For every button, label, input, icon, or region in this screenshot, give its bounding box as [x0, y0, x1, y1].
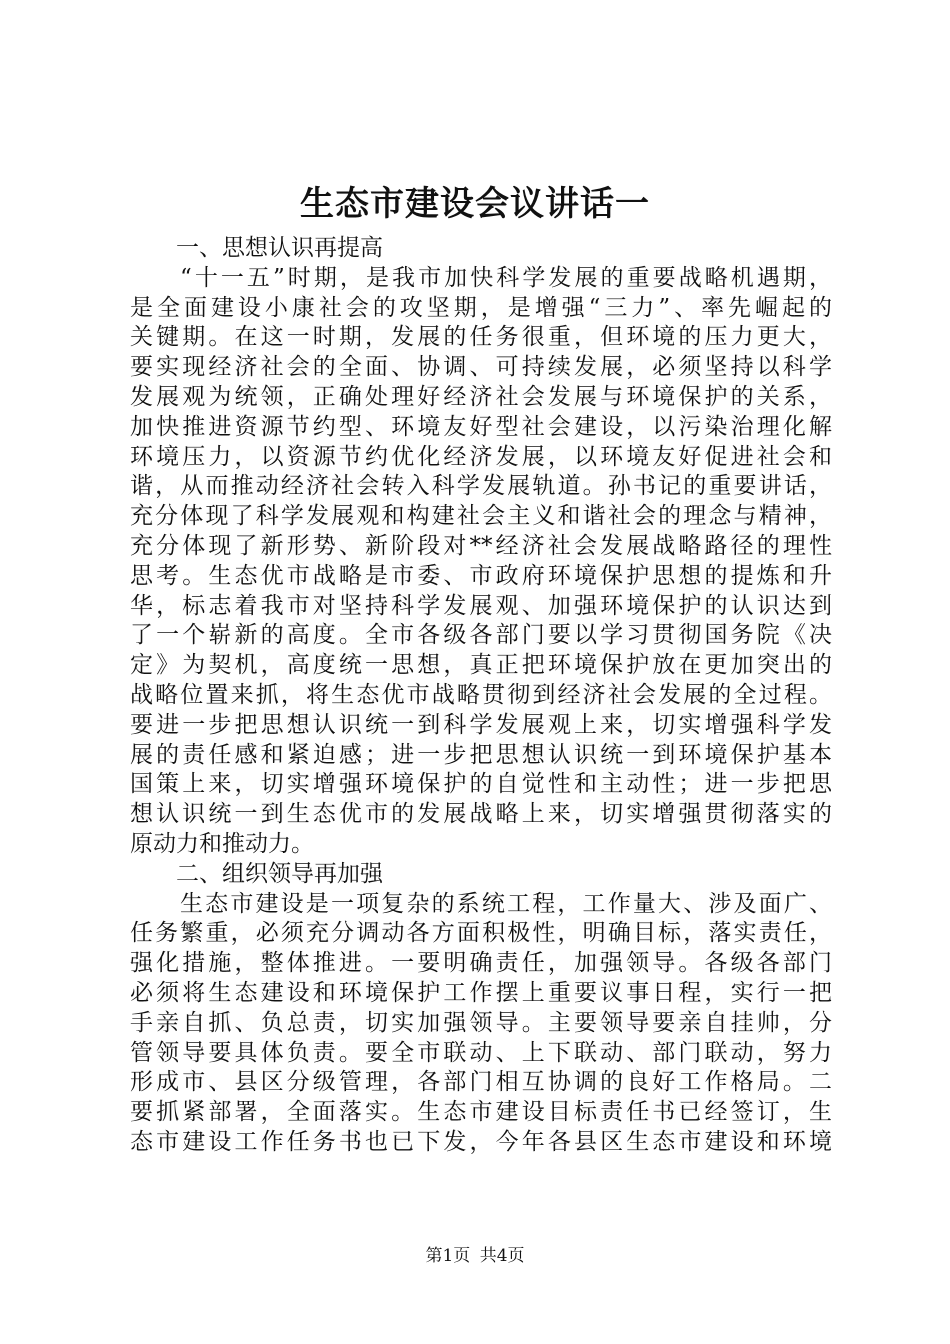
paragraph-line: 要抓紧部署，全面落实。生态市建设目标责任书已经签订，生 — [130, 1099, 832, 1126]
paragraph-line: 想认识统一到生态优市的发展战略上来，切实增强贯彻落实的 — [130, 801, 832, 828]
paragraph-line: 充分体现了科学发展观和构建社会主义和谐社会的理念与精神， — [130, 503, 832, 530]
paragraph-line: 发展观为统领，正确处理好经济社会发展与环境保护的关系， — [130, 383, 832, 410]
section-heading-2: 二、组织领导再加强 — [176, 860, 383, 887]
paragraph-line: 是全面建设小康社会的攻坚期，是增强“三力”、率先崛起的 — [130, 294, 832, 321]
paragraph-line: 要实现经济社会的全面、协调、可持续发展，必须坚持以科学 — [130, 354, 832, 381]
paragraph-line: 华，标志着我市对坚持科学发展观、加强环境保护的认识达到 — [130, 592, 832, 619]
page-number: 第1页 — [425, 1246, 471, 1266]
paragraph-line: 定》为契机，高度统一思想，真正把环境保护放在更加突出的 — [130, 652, 832, 679]
page-footer — [0, 1245, 950, 1267]
paragraph-line: 原动力和推动力。 — [130, 830, 314, 857]
document-title: 生态市建设会议讲话一 — [300, 184, 650, 224]
page-total: 共4页 — [479, 1246, 525, 1266]
paragraph-line: 了一个崭新的高度。全市各级各部门要以学习贯彻国务院《决 — [130, 622, 832, 649]
paragraph-line: 加快推进资源节约型、环境友好型社会建设，以污染治理化解 — [130, 413, 832, 440]
paragraph-line: 手亲自抓、负总责，切实加强领导。主要领导要亲自挂帅，分 — [130, 1009, 832, 1036]
document-body — [130, 234, 832, 1158]
paragraph-line: 必须将生态建设和环境保护工作摆上重要议事日程，实行一把 — [130, 979, 832, 1006]
paragraph-line: 战略位置来抓，将生态优市战略贯彻到经济社会发展的全过程。 — [130, 681, 832, 708]
paragraph-line: 生态市建设是一项复杂的系统工程，工作量大、涉及面广、 — [180, 890, 832, 917]
paragraph-line: “十一五”时期，是我市加快科学发展的重要战略机遇期， — [180, 264, 832, 291]
paragraph-line: 展的责任感和紧迫感；进一步把思想认识统一到环境保护基本 — [130, 741, 832, 768]
paragraph-line: 形成市、县区分级管理，各部门相互协调的良好工作格局。二 — [130, 1069, 832, 1096]
paragraph-line: 关键期。在这一时期，发展的任务很重，但环境的压力更大， — [130, 324, 832, 351]
paragraph-line: 管领导要具体负责。要全市联动、上下联动、部门联动，努力 — [130, 1039, 832, 1066]
paragraph-line: 国策上来，切实增强环境保护的自觉性和主动性；进一步把思 — [130, 771, 832, 798]
paragraph-line: 充分体现了新形势、新阶段对**经济社会发展战略路径的理性 — [130, 532, 832, 559]
section-heading-1: 一、思想认识再提高 — [176, 235, 383, 261]
paragraph-line: 态市建设工作任务书也已下发，今年各县区生态市建设和环境 — [130, 1128, 832, 1155]
paragraph-line: 思考。生态优市战略是市委、市政府环境保护思想的提炼和升 — [130, 562, 832, 589]
paragraph-line: 强化措施，整体推进。一要明确责任，加强领导。各级各部门 — [130, 950, 832, 977]
paragraph-line: 要进一步把思想认识统一到科学发展观上来，切实增强科学发 — [130, 711, 832, 738]
paragraph-line: 谐，从而推动经济社会转入科学发展轨道。孙书记的重要讲话， — [130, 473, 832, 500]
paragraph-line: 任务繁重，必须充分调动各方面积极性，明确目标，落实责任， — [130, 920, 832, 947]
paragraph-line: 环境压力，以资源节约优化经济发展，以环境友好促进社会和 — [130, 443, 832, 470]
